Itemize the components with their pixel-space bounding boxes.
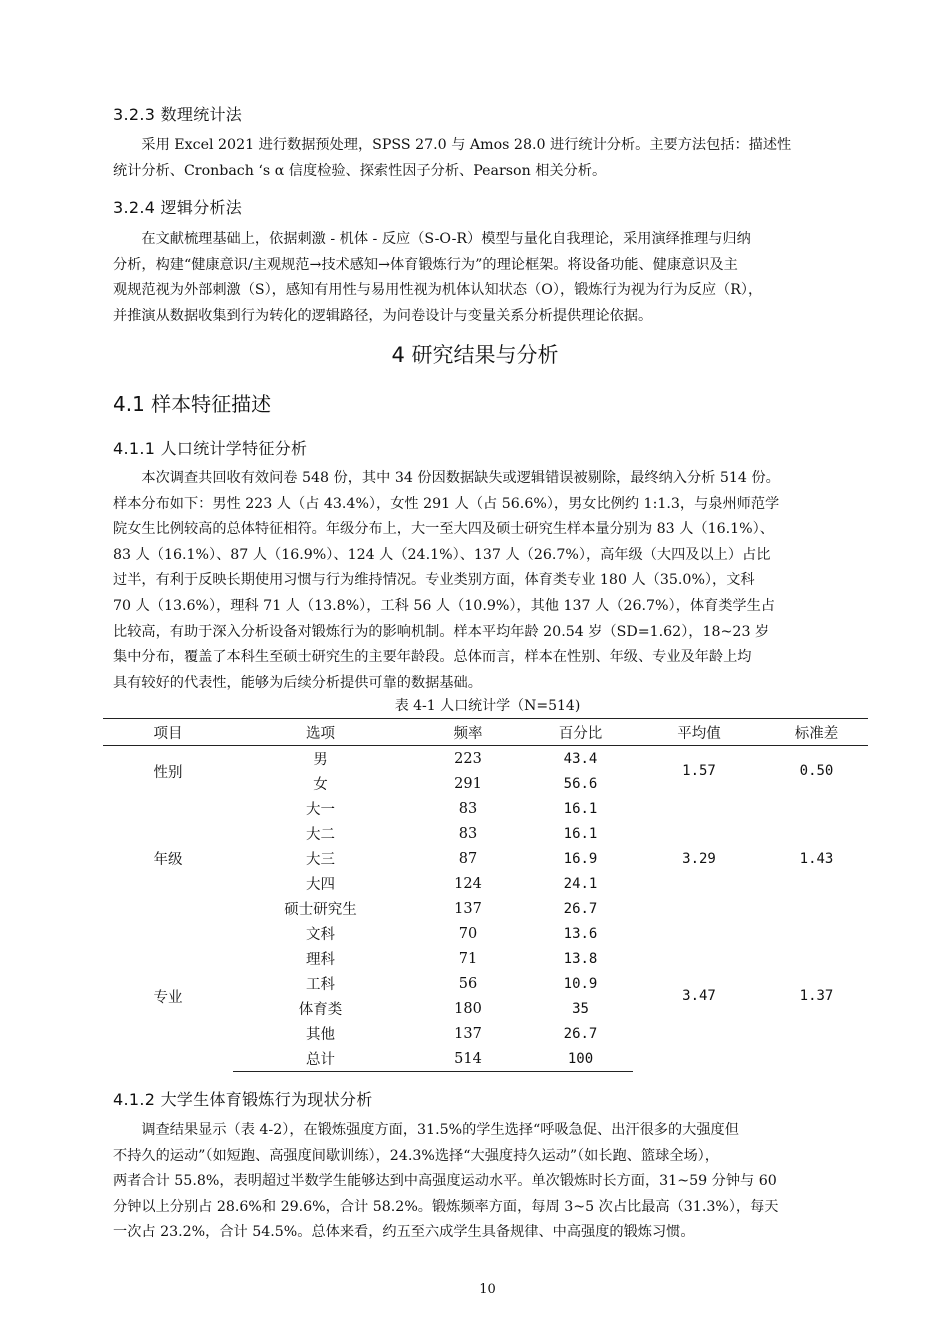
chapter-heading-4: 4 研究结果与分析 bbox=[391, 343, 559, 367]
frequency-cell: 70 bbox=[458, 925, 478, 942]
mean-cell: 3.29 bbox=[682, 850, 716, 867]
text-line: 院女生比例较高的总体特征相符。年级分布上，大一至大四及硕士研究生样本量分别为 83 人（16.1%）、 bbox=[113, 521, 774, 538]
text-line: 本次调查共回收有效问卷 548 份，其中 34 份因数据缺失或逻辑错误被剔除，最终纳入分析 514 份。 bbox=[141, 470, 780, 486]
text-line: 并推演从数据收集到行为转化的逻辑路径，为问卷设计与变量关系分析提供理论依据。 bbox=[113, 307, 653, 324]
group-label: 性别 bbox=[153, 764, 183, 781]
sd-cell: 1.37 bbox=[799, 988, 834, 1005]
column-header: 百分比 bbox=[528, 719, 633, 746]
option-cell: 大二 bbox=[306, 827, 335, 843]
frequency-cell: 180 bbox=[454, 1000, 482, 1017]
heading-4-1-2: 4.1.2 大学生体育锻炼行为现状分析 bbox=[113, 1090, 373, 1109]
paragraph-3-2-4 bbox=[113, 227, 860, 329]
percent-cell: 43.4 bbox=[563, 750, 598, 767]
paragraph-3-2-3 bbox=[113, 133, 860, 184]
frequency-cell: 137 bbox=[454, 1025, 482, 1042]
paragraph-4-1-1 bbox=[113, 466, 860, 696]
percent-cell: 56.6 bbox=[563, 775, 598, 792]
column-header: 选项 bbox=[233, 719, 408, 746]
percent-cell: 13.8 bbox=[563, 950, 598, 967]
table-row bbox=[103, 796, 868, 821]
percent-cell: 16.9 bbox=[563, 850, 598, 867]
frequency-cell: 71 bbox=[458, 950, 478, 967]
frequency-cell: 83 bbox=[458, 800, 478, 817]
table-caption: 表 4-1 人口统计学（N=514) bbox=[394, 698, 581, 714]
table-header-row bbox=[103, 719, 868, 746]
text-line: 两者合计 55.8%，表明超过半数学生能够达到中高强度运动水平。单次锻炼时长方面，31~59 分钟与 60 bbox=[113, 1173, 777, 1190]
frequency-cell: 291 bbox=[454, 775, 482, 792]
text-line: 分钟以上分别占 28.6%和 29.6%，合计 58.2%。锻炼频率方面，每周 3~5 次占比最高（31.3%），每天 bbox=[113, 1198, 779, 1215]
heading-4-1-1: 4.1.1 人口统计学特征分析 bbox=[113, 439, 308, 458]
percent-cell: 10.9 bbox=[563, 975, 598, 992]
percent-cell: 13.6 bbox=[563, 925, 598, 942]
group-label: 专业 bbox=[153, 989, 183, 1006]
column-header: 项目 bbox=[103, 719, 233, 746]
table-row bbox=[103, 921, 868, 946]
text-line: 过半，有利于反映长期使用习惯与行为维持情况。专业类别方面，体育类专业 180 人（35.0%），文科 bbox=[113, 572, 755, 589]
mean-cell: 3.47 bbox=[682, 988, 716, 1005]
heading-4-1: 4.1 样本特征描述 bbox=[113, 392, 272, 416]
percent-cell: 100 bbox=[528, 1046, 633, 1072]
text-line: 集中分布，覆盖了本科生至硕士研究生的主要年龄段。总体而言，样本在性别、年级、专业及年龄上均 bbox=[113, 649, 752, 666]
text-line: 不持久的运动”（如短跑、高强度间歇训练），24.3%选择“大强度持久运动”（如长跑、篮球全场）， bbox=[113, 1147, 719, 1164]
column-header: 标准差 bbox=[765, 719, 868, 746]
text-line: 一次占 23.2%，合计 54.5%。总体来看，约五至六成学生具备规律、中高强度的锻炼习惯。 bbox=[113, 1224, 695, 1241]
frequency-cell: 83 bbox=[458, 825, 478, 842]
frequency-cell: 223 bbox=[454, 750, 482, 767]
percent-cell: 16.1 bbox=[563, 800, 598, 817]
heading-3-2-4: 3.2.4 逻辑分析法 bbox=[113, 198, 243, 217]
option-cell: 文科 bbox=[306, 927, 335, 943]
group-label: 年级 bbox=[153, 852, 183, 868]
percent-cell: 26.7 bbox=[563, 1025, 598, 1042]
option-cell: 其他 bbox=[306, 1027, 335, 1043]
paragraph-4-1-2 bbox=[113, 1118, 860, 1246]
text-line: 比较高，有助于深入分析设备对锻炼行为的影响机制。样本平均年龄 20.54 岁（SD=1.62），18~23 岁 bbox=[113, 623, 770, 640]
text-line: 具有较好的代表性，能够为后续分析提供可靠的数据基础。 bbox=[113, 674, 482, 691]
column-header: 平均值 bbox=[633, 719, 765, 746]
text-line: 统计分析、Cronbach ‘s α 信度检验、探索性因子分析、Pearson 相关分析。 bbox=[113, 162, 607, 179]
column-header: 频率 bbox=[408, 719, 528, 746]
percent-cell: 24.1 bbox=[563, 875, 598, 892]
text-line: 样本分布如下：男性 223 人（占 43.4%），女性 291 人（占 56.6%），男女比例约 1:1.3，与泉州师范学 bbox=[113, 495, 780, 512]
percent-cell: 16.1 bbox=[563, 825, 598, 842]
option-cell: 女 bbox=[313, 777, 328, 793]
percent-cell: 35 bbox=[572, 1000, 589, 1017]
sd-cell: 1.43 bbox=[799, 850, 834, 867]
demographics-table bbox=[103, 718, 868, 1072]
frequency-cell: 137 bbox=[454, 900, 482, 917]
text-line: 70 人（13.6%），理科 71 人（13.8%），工科 56 人（10.9%），其他 137 人（26.7%），体育类学生占 bbox=[113, 597, 775, 614]
option-cell: 大一 bbox=[306, 802, 335, 818]
option-cell: 总计 bbox=[233, 1046, 408, 1072]
frequency-cell: 56 bbox=[458, 975, 478, 992]
text-line: 采用 Excel 2021 进行数据预处理，SPSS 27.0 与 Amos 28.0 进行统计分析。主要方法包括：描述性 bbox=[141, 137, 792, 153]
frequency-cell: 87 bbox=[458, 850, 478, 867]
page-number: 10 bbox=[479, 1282, 496, 1297]
text-line: 分析，构建“健康意识/主观规范→技术感知→体育锻炼行为”的理论框架。将设备功能、健康意识及主 bbox=[113, 256, 738, 273]
option-cell: 大三 bbox=[306, 852, 335, 868]
heading-3-2-3: 3.2.3 数理统计法 bbox=[113, 105, 243, 124]
option-cell: 男 bbox=[313, 752, 328, 768]
option-cell: 大四 bbox=[306, 877, 335, 893]
table-row bbox=[103, 746, 868, 772]
frequency-cell: 514 bbox=[408, 1046, 528, 1072]
frequency-cell: 124 bbox=[454, 875, 482, 892]
option-cell: 硕士研究生 bbox=[284, 902, 357, 918]
mean-cell: 1.57 bbox=[682, 763, 716, 779]
percent-cell: 26.7 bbox=[563, 900, 598, 917]
sd-cell: 0.50 bbox=[799, 763, 834, 779]
text-line: 观规范视为外部刺激（S），感知有用性与易用性视为机体认知状态（O），锻炼行为视为行为反应（R）， bbox=[113, 282, 763, 299]
text-line: 在文献梳理基础上，依据刺激 - 机体 - 反应（S-O-R）模型与量化自我理论，采用演绎推理与归纳 bbox=[141, 231, 751, 247]
text-line: 调查结果显示（表 4-2），在锻炼强度方面，31.5%的学生选择“呼吸急促、出汗很多的大强度但 bbox=[141, 1122, 739, 1138]
text-line: 83 人（16.1%）、87 人（16.9%）、124 人（24.1%）、137 人（26.7%），高年级（大四及以上）占比 bbox=[113, 546, 771, 563]
option-cell: 工科 bbox=[306, 977, 335, 993]
option-cell: 体育类 bbox=[298, 1002, 343, 1018]
option-cell: 理科 bbox=[306, 952, 335, 968]
